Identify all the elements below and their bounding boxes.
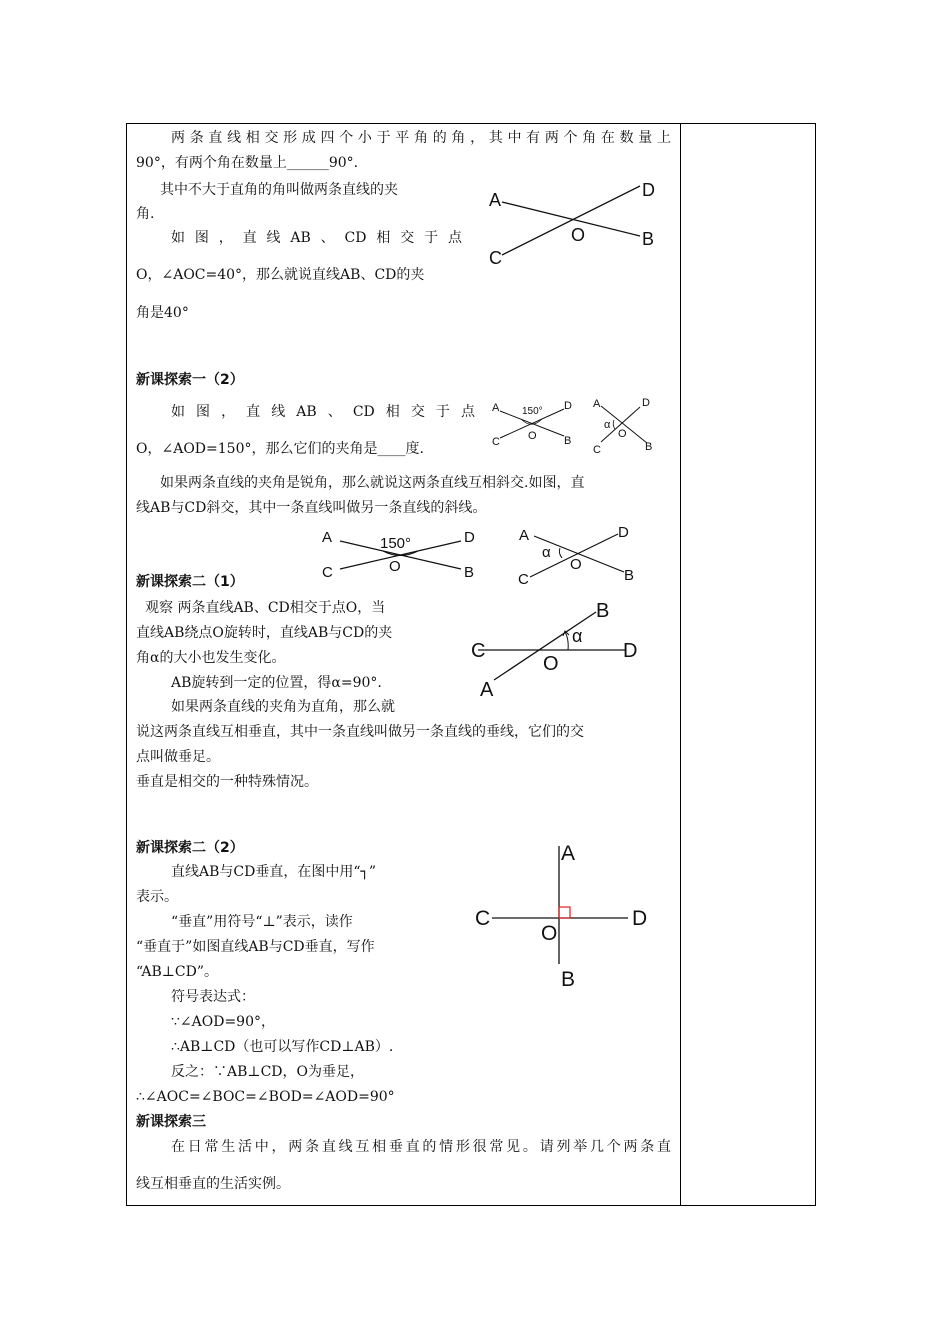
label-a: A xyxy=(561,842,576,865)
label-b: B xyxy=(645,441,653,453)
label-d: D xyxy=(632,907,648,930)
label-d: D xyxy=(642,397,650,409)
section1-line-3: 如果两条直线的夹角是锐角，那么就说这两条直线互相斜交.如图，直 xyxy=(160,475,585,491)
section3-line-7: ∵∠AOD=90°， xyxy=(171,1014,275,1030)
angle-label: 150° xyxy=(522,406,543,417)
section3-line-9: 反之：∵AB⊥CD，O为垂足， xyxy=(171,1064,364,1080)
figure-intersecting-lines xyxy=(480,175,670,270)
intro-line-7: 角是40° xyxy=(136,305,189,321)
section3-line-1: 直线AB与CD垂直，在图中用“┐” xyxy=(171,864,377,880)
section2-line-6: 说这两条直线互相垂直，其中一条直线叫做另一条直线的垂线，它们的交 xyxy=(136,724,584,740)
section3-line-4: “垂直于”如图直线AB与CD垂直，写作 xyxy=(136,939,375,955)
label-d: D xyxy=(564,400,572,412)
intro-line-3: 其中不大于直角的角叫做两条直线的夹 xyxy=(160,182,398,198)
angle-label: 150° xyxy=(380,535,412,552)
label-o: O xyxy=(541,922,558,945)
label-c: C xyxy=(475,907,491,930)
label-b: B xyxy=(624,567,635,584)
section1-line-1: 如图，直线AB、CD相交于点 xyxy=(171,404,475,420)
angle-arc xyxy=(565,632,568,650)
figure-mid-150 xyxy=(318,522,483,586)
label-a: A xyxy=(489,190,502,210)
label-o: O xyxy=(571,225,586,245)
figure-small-150 xyxy=(488,395,578,455)
intro-line-2: 90°，有两个角在数量上______90°. xyxy=(136,155,359,171)
section4-line-1: 在日常生活中，两条直线互相垂直的情形很常见。请列举几个两条直 xyxy=(171,1139,671,1155)
section3-line-6: 符号表达式： xyxy=(171,989,255,1005)
label-o: O xyxy=(618,428,627,440)
section2-line-5: 如果两条直线的夹角为直角，那么就 xyxy=(171,699,395,715)
figure-perpendicular xyxy=(470,836,660,994)
section1-line-2: O，∠AOD=150°，那么它们的夹角是____度. xyxy=(136,441,424,457)
angle-label: α xyxy=(604,419,611,431)
figure-rotation xyxy=(468,596,648,700)
section2-line-2: 直线AB绕点O旋转时，直线AB与CD的夹 xyxy=(136,625,393,641)
label-c: C xyxy=(471,640,486,662)
section3-line-8: ∴AB⊥CD（也可以写作CD⊥AB）. xyxy=(171,1039,394,1055)
label-o: O xyxy=(389,558,401,575)
figure-mid-alpha xyxy=(512,520,647,586)
label-a: A xyxy=(322,529,333,546)
label-d: D xyxy=(623,640,638,662)
section1-heading: 新课探索一（2） xyxy=(136,372,244,388)
section3-line-10: ∴∠AOC=∠BOC=∠BOD=∠AOD=90° xyxy=(136,1089,395,1105)
label-b: B xyxy=(464,564,475,581)
section3-line-5: “AB⊥CD”。 xyxy=(136,964,219,980)
label-c: C xyxy=(518,571,529,586)
section4-heading: 新课探索三 xyxy=(136,1114,206,1130)
section2-line-7: 点叫做垂足。 xyxy=(136,749,220,765)
label-a: A xyxy=(480,679,494,700)
section2-line-3: 角α的大小也发生变化。 xyxy=(136,650,286,666)
angle-arc xyxy=(613,420,615,429)
label-a: A xyxy=(593,398,601,410)
intro-line-6: O，∠AOC=40°，那么就说直线AB、CD的夹 xyxy=(136,267,425,283)
intro-line-4: 角. xyxy=(136,206,155,222)
label-d: D xyxy=(642,180,655,200)
section2-line-1: 观察 两条直线AB、CD相交于点O，当 xyxy=(145,600,386,616)
section4-line-2: 线互相垂直的生活实例。 xyxy=(136,1176,290,1192)
angle-label: α xyxy=(542,544,551,561)
section3-line-3: “垂直”用符号“⊥”表示，读作 xyxy=(171,914,353,930)
section2-line-4: AB旋转到一定的位置，得α=90°. xyxy=(171,675,382,691)
column-divider xyxy=(680,123,681,1206)
section3-line-2: 表示。 xyxy=(136,889,178,905)
label-o: O xyxy=(528,430,537,442)
right-angle-mark xyxy=(559,907,570,918)
label-o: O xyxy=(543,653,559,675)
intro-line-1: 两条直线相交形成四个小于平角的角，其中有两个角在数量上 xyxy=(171,130,671,146)
label-o: O xyxy=(570,556,582,573)
intro-line-5: 如图，直线AB、CD相交于点 xyxy=(171,230,462,246)
label-d: D xyxy=(618,524,629,541)
label-c: C xyxy=(322,564,333,581)
label-b: B xyxy=(596,600,610,622)
angle-arc xyxy=(559,548,562,558)
label-a: A xyxy=(519,527,530,544)
label-b: B xyxy=(642,229,655,249)
section2-line-8: 垂直是相交的一种特殊情况。 xyxy=(136,774,318,790)
label-a: A xyxy=(492,402,500,414)
label-c: C xyxy=(593,444,601,456)
label-b: B xyxy=(561,968,576,991)
section1-line-4: 线AB与CD斜交，其中一条直线叫做另一条直线的斜线。 xyxy=(136,500,487,516)
figure-small-alpha xyxy=(590,393,660,457)
section3-heading: 新课探索二（2） xyxy=(136,840,244,856)
label-b: B xyxy=(564,435,572,447)
label-c: C xyxy=(489,248,502,268)
section2-heading: 新课探索二（1） xyxy=(136,574,244,590)
angle-label: α xyxy=(572,626,583,646)
label-c: C xyxy=(492,436,500,448)
label-d: D xyxy=(464,529,475,546)
